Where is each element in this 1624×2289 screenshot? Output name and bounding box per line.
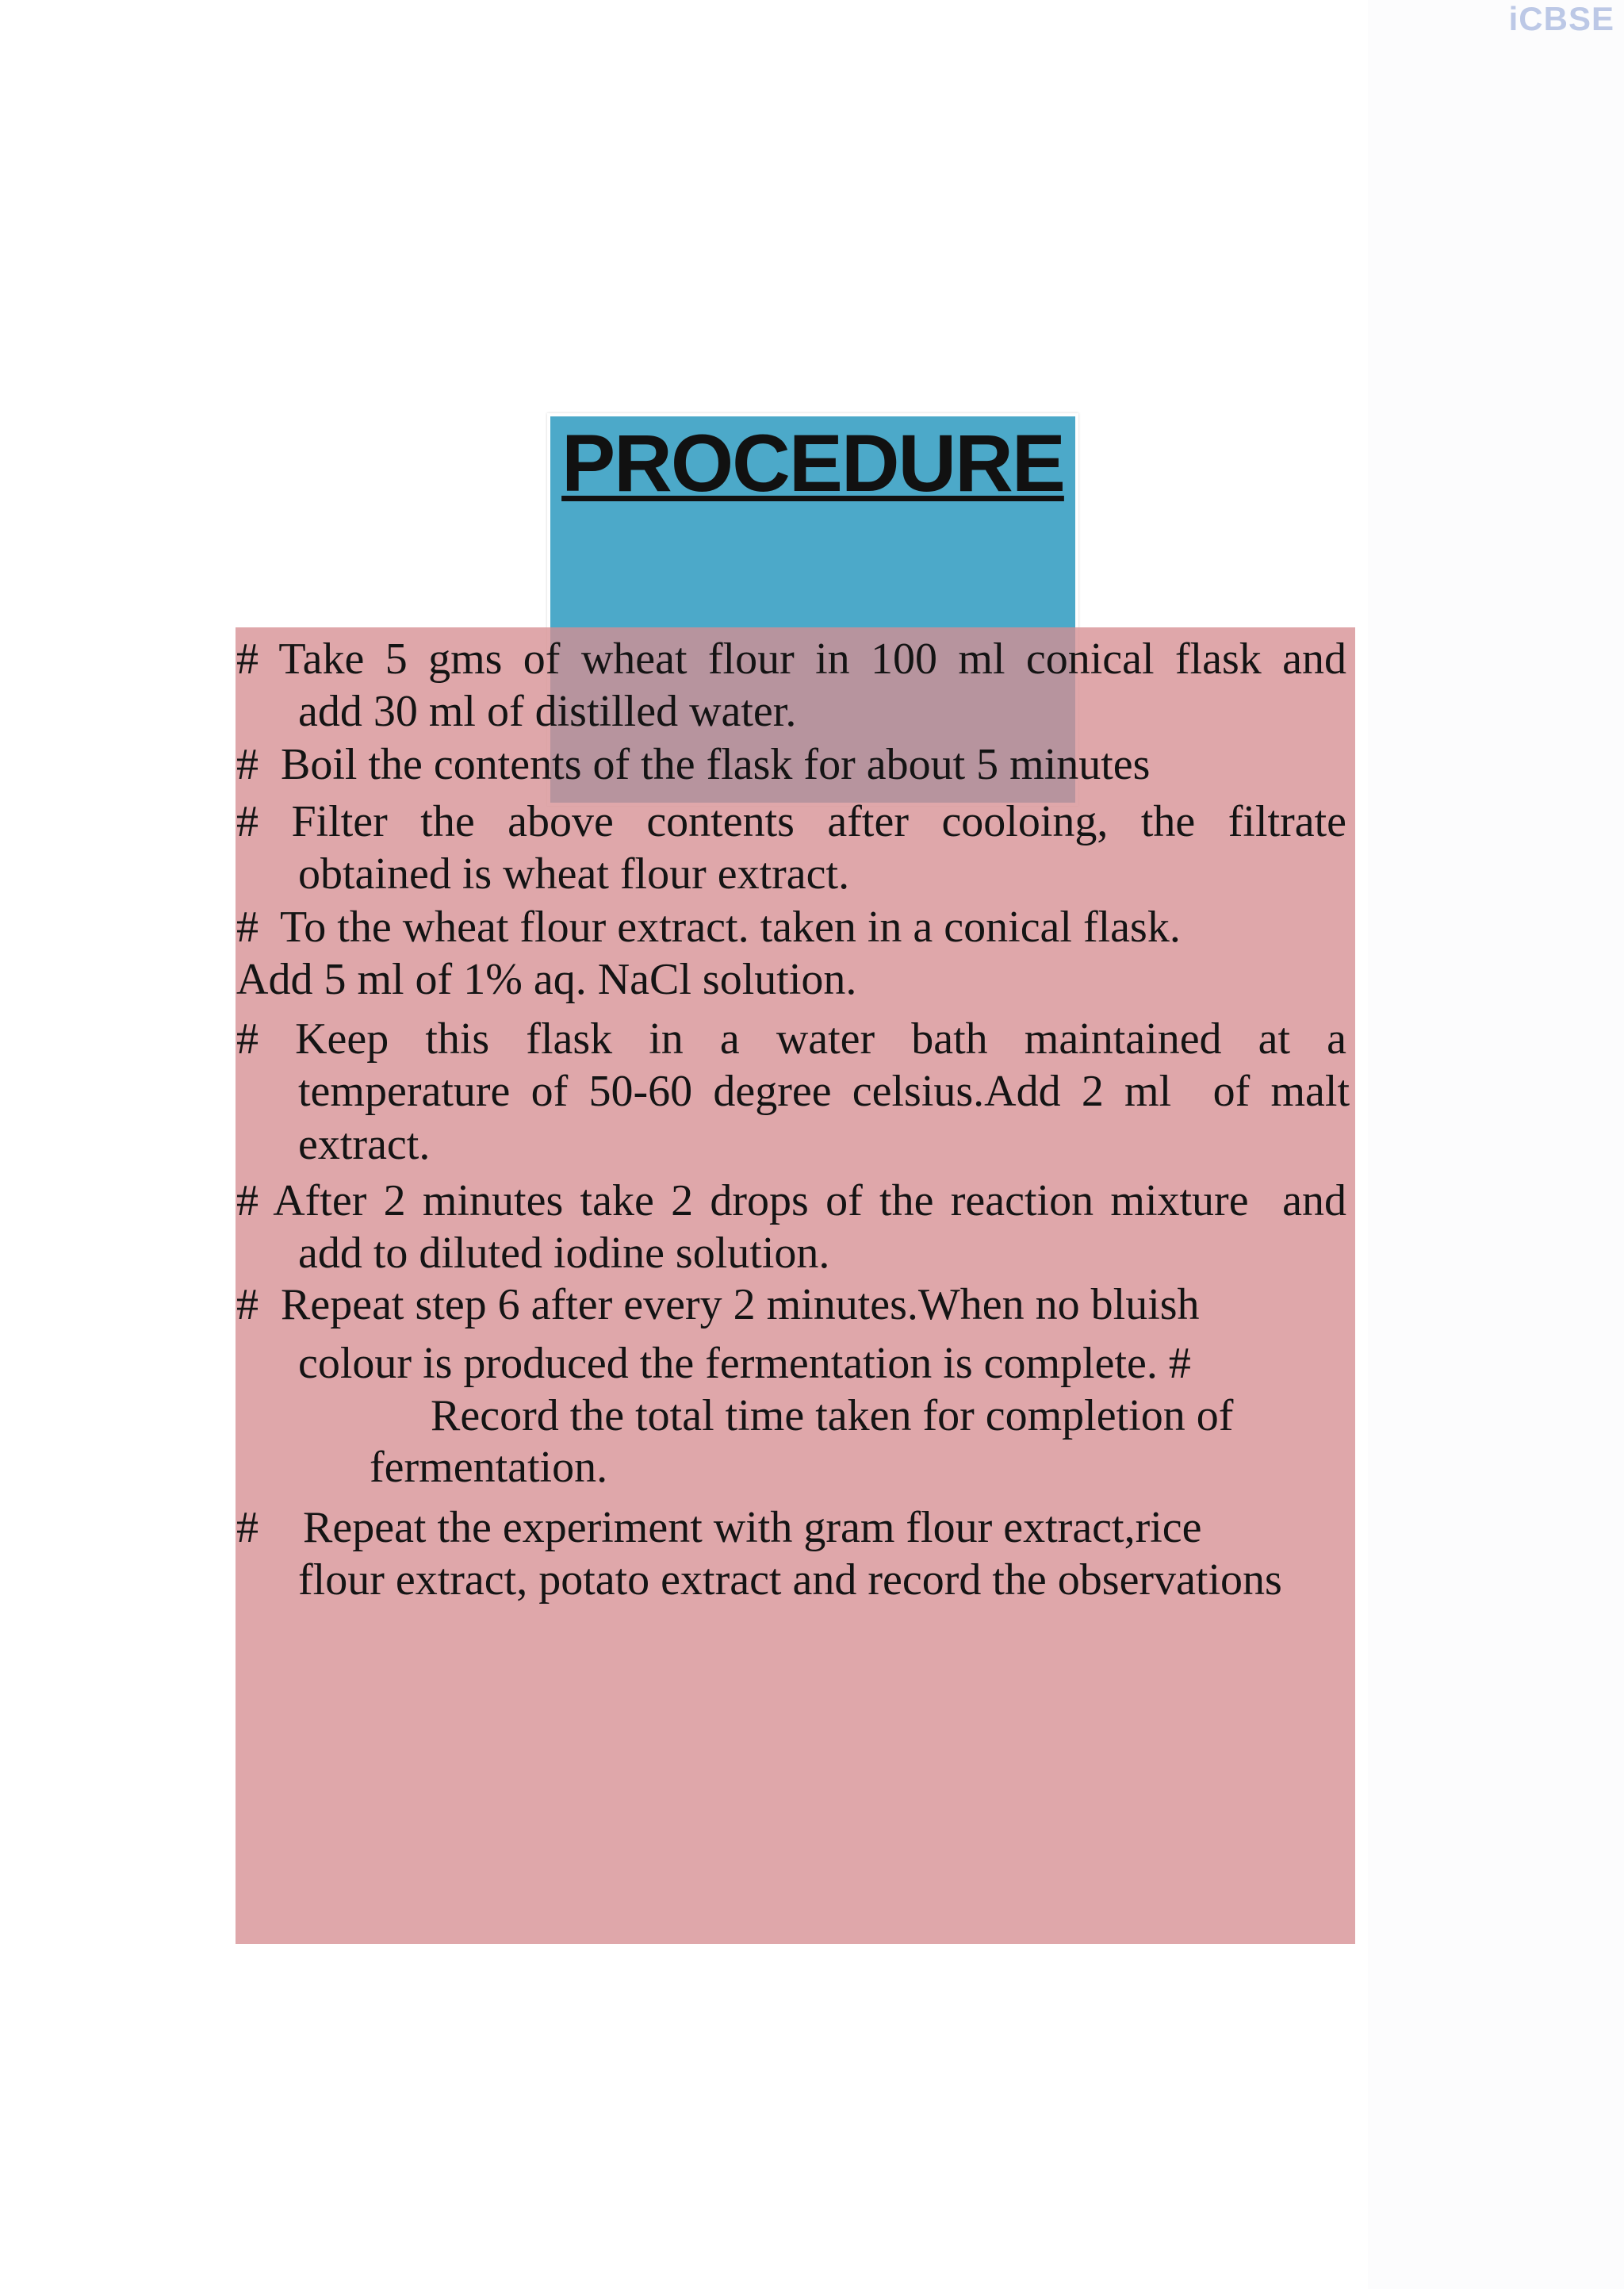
step-9-line-2: flour extract, potato extract and record the observations bbox=[298, 1555, 1282, 1605]
watermark-logo: iCBSE bbox=[1508, 0, 1614, 37]
step-3-line-1: # Filter the above contents after cooloing, the filtrate bbox=[236, 797, 1346, 846]
step-3-line-2: obtained is wheat flour extract. bbox=[298, 849, 850, 899]
step-1-line-2: add 30 ml of distilled water. bbox=[298, 687, 797, 736]
step-4-line-2: Add 5 ml of 1% aq. NaCl solution. bbox=[236, 955, 857, 1004]
page-title: PROCEDURE bbox=[561, 418, 1064, 508]
step-8-line-1: Record the total time taken for completion of bbox=[431, 1391, 1234, 1440]
page-right-shade bbox=[1368, 0, 1624, 2289]
step-8-line-2: fermentation. bbox=[370, 1443, 608, 1492]
step-5-line-2: temperature of 50-60 degree celsius.Add 2 ml of malt bbox=[298, 1067, 1350, 1116]
step-5-line-3: extract. bbox=[298, 1120, 431, 1169]
step-6-line-1: # After 2 minutes take 2 drops of the reaction mixture and bbox=[236, 1176, 1346, 1225]
step-5-line-1: # Keep this flask in a water bath maintained at a bbox=[236, 1014, 1346, 1064]
step-7-line-1: # Repeat step 6 after every 2 minutes.When no bluish bbox=[236, 1280, 1200, 1329]
step-6-line-2: add to diluted iodine solution. bbox=[298, 1229, 830, 1278]
step-7-line-2: colour is produced the fermentation is complete. # bbox=[298, 1339, 1191, 1388]
step-1-line-1: # Take 5 gms of wheat flour in 100 ml conical flask and bbox=[236, 635, 1346, 684]
step-9-line-1: # Repeat the experiment with gram flour extract,rice bbox=[236, 1503, 1202, 1552]
step-4-line-1: # To the wheat flour extract. taken in a conical flask. bbox=[236, 903, 1181, 952]
step-2-line-1: # Boil the contents of the flask for about 5 minutes bbox=[236, 740, 1151, 789]
